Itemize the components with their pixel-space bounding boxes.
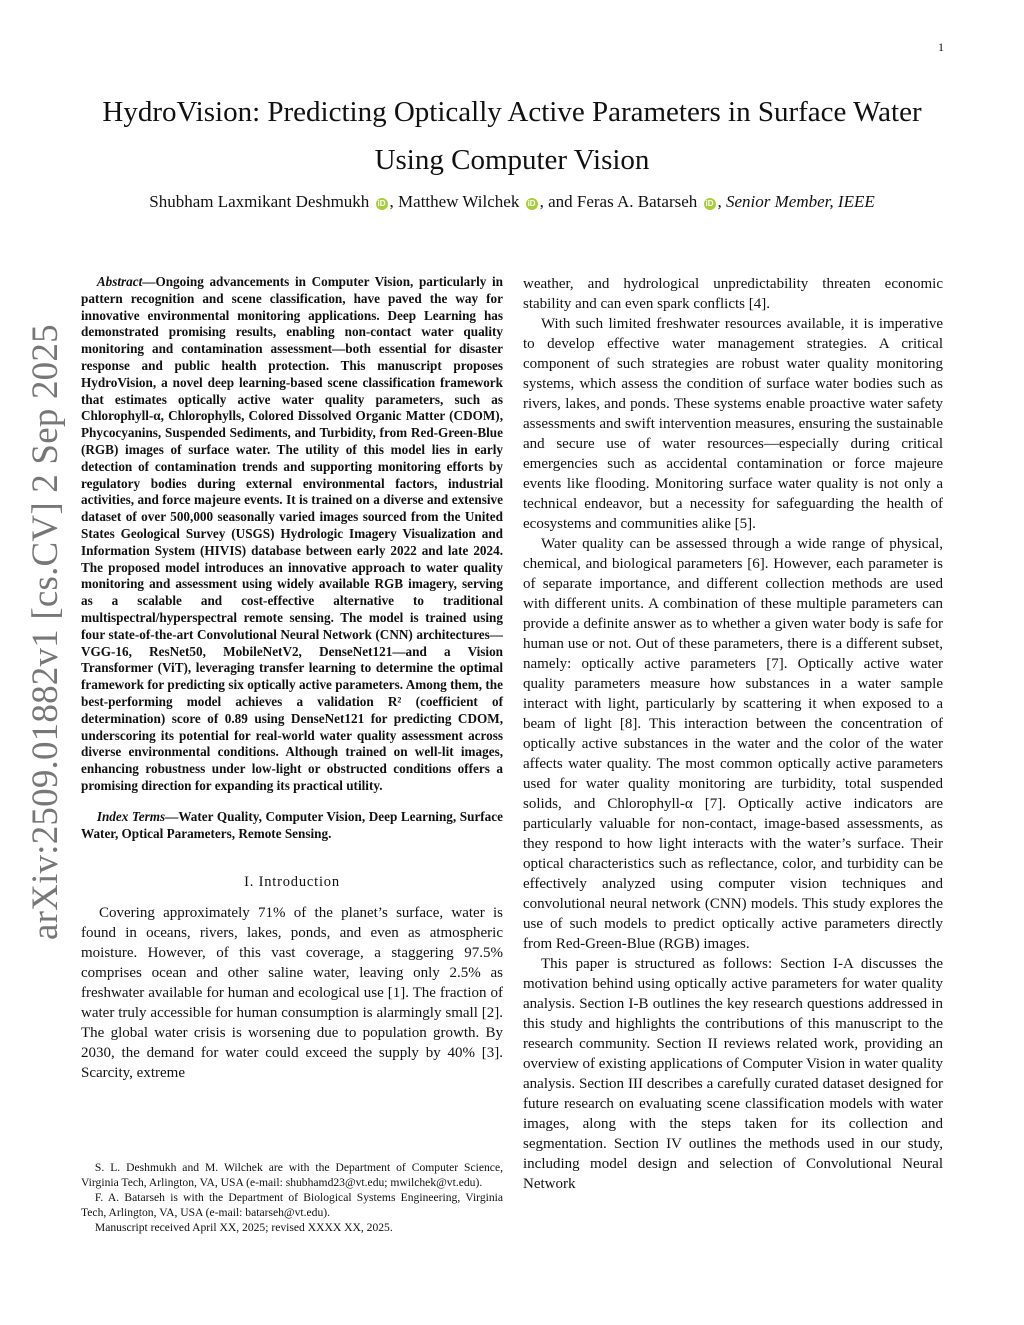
left-column [81,274,503,1083]
footnote: Manuscript received April XX, 2025; revised XXXX XX, 2025. [94,1221,393,1234]
orcid-icon[interactable]: iD [705,199,714,208]
footnote: F. A. Batarseh is with the Department of Biological Systems Engineering, Virginia Tech, Arlington, VA, USA (e-mail: batarseh@vt.edu). [81,1191,503,1219]
abstract-label: Abstract [96,274,143,289]
body-paragraph: With such limited freshwater resources available, it is imperative to develop effective water management strategies. A critical component of such strategies are robust water quality monitoring systems, which assess the condition of surface water bodies such as rivers, lakes, and ponds. These systems enable proactive water safety assessments and swift intervention measures, ensuring the sustainable and secure use of water resources—especially during critical emergencies such as accidental contamination or force majeure events like flooding. Monitoring surface water quality is not only a technical endeavor, but a necessity for safeguarding the health of ecosystems and communities alike [5]. [523,316,943,532]
section-heading: I. Introduction [244,874,340,891]
footnote: S. L. Deshmukh and M. Wilchek are with the Department of Computer Science, Virginia Tech, Arlington, VA, USA (e-mail: shubhamd23@vt.edu; mwilchek@vt.edu). [81,1161,503,1189]
intro-paragraph: Covering approximately 71% of the planet’s surface, water is found in oceans, rivers, lakes, ponds, and even as atmospheric moisture. However, of this vast coverage, a staggering 97.5% comprises ocean and other saline water, leaving only 2.5% as freshwater available for human and ecological use [1]. The fraction of water truly accessible for human consumption is alarmingly small [2]. The global water crisis is worsening due to population growth. By 2030, the demand for water could exceed the supply by 40% [3]. Scarcity, extreme [81,905,503,1082]
abstract [81,274,503,795]
index-terms-label: Index Terms [96,808,166,824]
page-number: 1 [938,40,944,54]
body-paragraph: weather, and hydrological unpredictability threaten economic stability and can even spark conflicts [4]. [523,276,943,312]
abstract-text: —Ongoing advancements in Computer Vision, particularly in pattern recognition and scene classification, have paved the way for innovative environmental monitoring applications. Deep Learning has demonstrated promising results, enabling non-contact water quality monitoring and contamination assessment—both essential for disaster response and public health protection. This manuscript proposes HydroVision, a novel deep learning-based scene classification framework that estimates optically active water quality parameters, such as Chlorophyll-α, Chlorophylls, Colored Dissolved Organic Matter (CDOM), Phycocyanins, Suspended Sediments, and Turbidity, from Red-Green-Blue (RGB) images of surface water. The utility of this model lies in early detection of contamination trends and supporting monitoring efforts by regulatory bodies during external environmental factors, industrial activities, and force majeure events. It is trained on a diverse and extensive dataset of over 500,000 seasonally varied images sourced from the United States Geological Survey (USGS) Hydrologic Imagery Visualization and Information System (HIVIS) database between early 2022 and late 2024. The proposed model introduces an innovative approach to water quality monitoring and assessment using widely available RGB imagery, serving as a scalable and cost-effective alternative to traditional multispectral/hyperspectral remote sensing. The model is trained using four state-of-the-art Convolutional Neural Network (CNN) architectures—VGG-16, ResNet50, MobileNetV2, DenseNet121—and a Vision Transformer (ViT), leveraging transfer learning to determine the optimal framework for predicting six optically active parameters. Among them, the best-performing model achieves a validation R² (coefficient of determination) score of 0.89 using DenseNet121 for predicting CDOM, underscoring its potential for real-world water quality assessment across diverse environmental conditions. Although trained on well-lit images, enhancing robustness under low-light or obstructed conditions offers a promising direction for expanding its practical utility. [81,274,503,793]
arxiv-identifier-stamp: arXiv:2509.01882v1 [cs.CV] 2 Sep 2025 [25,324,66,940]
body-paragraph: This paper is structured as follows: Section I-A discusses the motivation behind using optically active parameters for water quality analysis. Section I-B outlines the key research questions addressed in this study and highlights the contributions of this manuscript to the research community. Section II reviews related work, providing an overview of existing applications of Computer Vision in water quality analysis. Section III describes a carefully curated dataset designed for future research on evaluating scene classification models with water images, along with the steps taken for its collection and segmentation. Section IV outlines the methods used in our study, including model design and selection of Convolutional Neural Network [523,956,943,1192]
author-line [60,192,964,212]
footnotes [81,1160,503,1235]
author-name: , and Feras A. Batarseh [539,192,698,211]
author-name: , Matthew Wilchek [389,192,520,211]
body-paragraph: Water quality can be assessed through a wide range of physical, chemical, and biological parameters [6]. However, each parameter is of separate importance, and different collection methods are used with different units. A combination of these multiple parameters can provide a definite answer as to whether a given water body is safe for human use or not. Out of these parameters, there is a different subset, namely: optically active parameters [7]. Optically active water quality parameters measure how substances in a water sample interact with light, particularly by scattering it when exposed to a beam of light [8]. This interaction between the concentration of optically active substances in the water and the color of the water affects water quality. The most common optically active parameters used for water quality monitoring are turbidity, total suspended solids, and Chlorophyll-α [7]. Optically active indicators are particularly valuable for non-contact, image-based assessments, as they respond to how light interacts with the water’s surface. Their optical characteristics such as reflectance, color, and turbidity can be effectively analyzed using computer vision techniques and convolutional neural network (CNN) models. This study explores the use of such models to predict optically active parameters directly from Red-Green-Blue (RGB) images. [523,536,943,952]
author-name: Shubham Laxmikant Deshmukh [149,192,370,211]
author-membership: , Senior Member, IEEE [717,192,875,211]
paper-title: HydroVision: Predicting Optically Active Parameters in Surface Water Using Computer Vision [102,96,922,176]
right-column [523,274,943,1194]
index-terms-text: —Water Quality, Computer Vision, Deep Learning, Surface Water, Optical Parameters, Remote Sensing. [81,808,503,841]
index-terms [81,809,503,843]
orcid-icon[interactable]: iD [527,199,536,208]
orcid-icon[interactable]: iD [377,199,386,208]
